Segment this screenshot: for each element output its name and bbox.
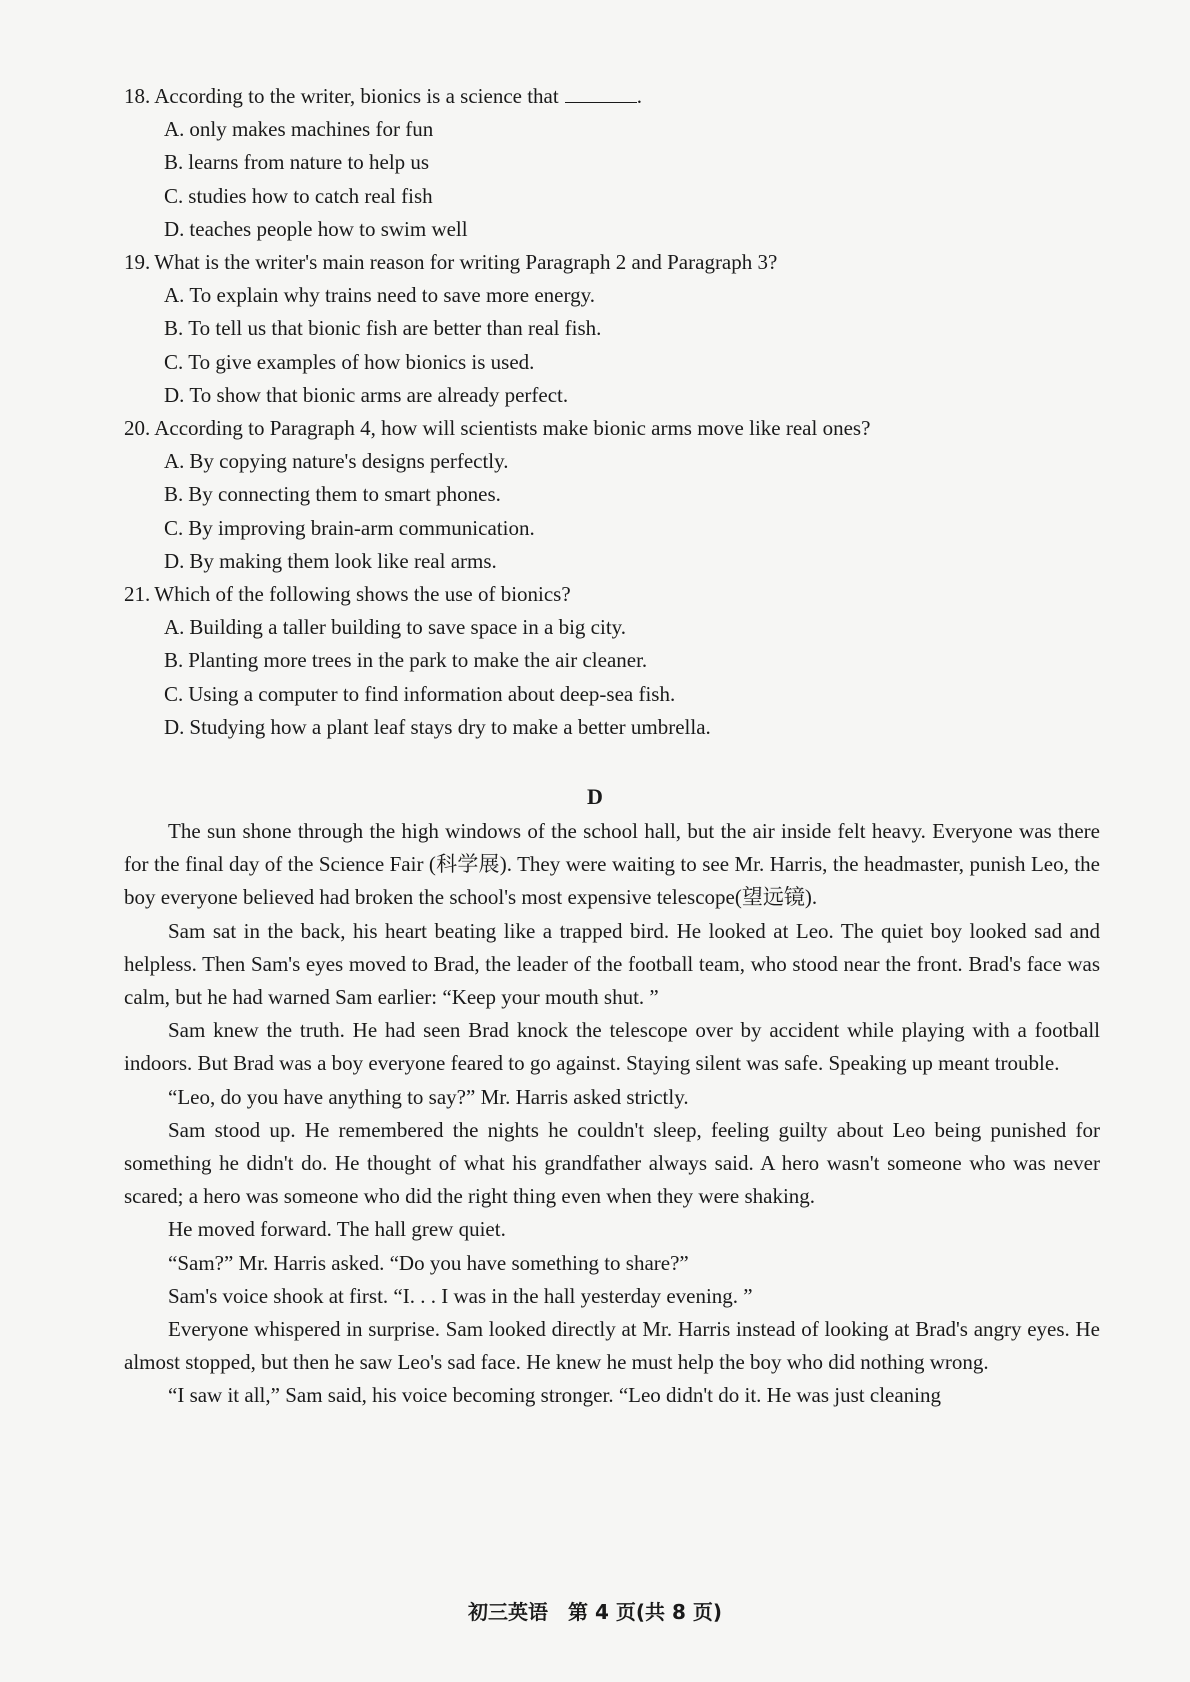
option-text: Using a computer to find information about deep-sea fish. — [188, 681, 676, 706]
question-stem — [124, 578, 1104, 611]
option-letter: D. — [164, 382, 185, 407]
option-letter: D. — [164, 548, 185, 573]
option-b — [124, 478, 1104, 511]
section-title: D — [587, 784, 603, 809]
question-number: 18. — [124, 84, 151, 108]
question-21 — [124, 578, 1104, 744]
question-text: According to Paragraph 4, how will scientists make bionic arms move like real ones? — [154, 416, 871, 441]
option-text: By improving brain-arm communication. — [188, 515, 535, 540]
option-letter: B. — [164, 648, 184, 673]
option-letter: D. — [164, 216, 185, 241]
passage-paragraph: “Sam?” Mr. Harris asked. “Do you have something to share?” — [168, 1250, 689, 1275]
question-text: According to the writer, bionics is a science that — [154, 84, 559, 108]
question-list — [124, 80, 1104, 744]
option-text: Studying how a plant leaf stays dry to make a better umbrella. — [189, 714, 711, 739]
option-text: To explain why trains need to save more energy. — [189, 283, 595, 308]
question-text-end: . — [636, 84, 642, 108]
question-text: What is the writer's main reason for writing Paragraph 2 and Paragraph 3? — [154, 250, 778, 275]
option-d — [124, 379, 1104, 412]
option-letter: A. — [164, 449, 185, 474]
answer-blank — [565, 84, 637, 103]
question-number: 19. — [124, 250, 151, 275]
option-letter: C. — [164, 681, 184, 706]
option-text: To tell us that bionic fish are better than real fish. — [188, 316, 602, 341]
question-19 — [124, 246, 1104, 412]
passage-paragraph: Sam stood up. He remembered the nights he couldn't sleep, feeling guilty about Leo being punished for something he didn't do. He thought of what his grandfather always said. A hero wasn't someone who was never scared; a hero was someone who did the right thing even when they were shaking. — [124, 1117, 1100, 1209]
option-c — [124, 678, 1104, 711]
question-20 — [124, 412, 1104, 578]
question-number: 21. — [124, 582, 151, 607]
option-text: studies how to catch real fish — [188, 183, 433, 208]
passage-paragraph: Sam knew the truth. He had seen Brad knock the telescope over by accident while playing with a football indoors. But Brad was a boy everyone feared to go against. Staying silent was safe. Speaking up meant trouble. — [124, 1018, 1100, 1076]
option-b — [124, 644, 1104, 677]
passage-paragraph: “I saw it all,” Sam said, his voice becoming stronger. “Leo didn't do it. He was just cleaning — [168, 1383, 942, 1408]
option-c — [124, 512, 1104, 545]
question-18 — [124, 80, 1104, 246]
option-text: teaches people how to swim well — [189, 216, 468, 241]
option-text: By connecting them to smart phones. — [188, 482, 501, 507]
question-stem — [124, 80, 1104, 113]
option-b — [124, 146, 1104, 179]
option-text: To give examples of how bionics is used. — [188, 349, 535, 374]
option-text: Building a taller building to save space in a big city. — [189, 615, 627, 640]
passage-paragraph: Everyone whispered in surprise. Sam looked directly at Mr. Harris instead of looking at Brad's angry eyes. He almost stopped, but then he saw Leo's sad face. He knew he must help the boy who did nothing wrong. — [124, 1317, 1100, 1375]
option-letter: D. — [164, 714, 185, 739]
option-text: learns from nature to help us — [188, 150, 430, 175]
option-text: only makes machines for fun — [189, 117, 434, 142]
option-text: To show that bionic arms are already perfect. — [189, 382, 569, 407]
question-stem — [124, 246, 1104, 279]
option-letter: C. — [164, 349, 184, 374]
option-letter: C. — [164, 183, 184, 208]
option-text: By copying nature's designs perfectly. — [189, 449, 509, 474]
option-d — [124, 711, 1104, 744]
option-letter: A. — [164, 615, 185, 640]
option-b — [124, 312, 1104, 345]
option-c — [124, 180, 1104, 213]
option-text: Planting more trees in the park to make the air cleaner. — [188, 648, 648, 673]
option-letter: C. — [164, 515, 184, 540]
passage-paragraph: Sam sat in the back, his heart beating like a trapped bird. He looked at Leo. The quiet boy looked sad and helpless. Then Sam's eyes moved to Brad, the leader of the football team, who stood near the front. Brad's face was calm, but he had warned Sam earlier: “Keep your mouth shut. ” — [124, 918, 1100, 1010]
option-d — [124, 213, 1104, 246]
option-a — [124, 113, 1104, 146]
passage-paragraph: The sun shone through the high windows of the school hall, but the air inside felt heavy. Everyone was there for the final day of the Science Fair (科学展). They were waiting to see Mr. Harris, the headmaster, punish Leo, the boy everyone believed had broken the school's most expensive telescope(望远镜). — [124, 819, 1100, 910]
passage-paragraph: He moved forward. The hall grew quiet. — [168, 1217, 506, 1242]
option-a — [124, 445, 1104, 478]
option-letter: B. — [164, 316, 184, 341]
option-letter: B. — [164, 150, 184, 175]
question-stem — [124, 412, 1104, 445]
page-footer: 初三英语 第 4 页(共 8 页) — [468, 1600, 722, 1624]
passage-paragraph: Sam's voice shook at first. “I. . . I was in the hall yesterday evening. ” — [168, 1283, 753, 1308]
question-text: Which of the following shows the use of bionics? — [154, 582, 571, 607]
passage-paragraph: “Leo, do you have anything to say?” Mr. Harris asked strictly. — [168, 1084, 689, 1109]
option-letter: B. — [164, 482, 184, 507]
question-number: 20. — [124, 416, 151, 441]
option-letter: A. — [164, 283, 185, 308]
option-c — [124, 346, 1104, 379]
option-letter: A. — [164, 117, 185, 142]
option-d — [124, 545, 1104, 578]
option-a — [124, 279, 1104, 312]
option-text: By making them look like real arms. — [189, 548, 497, 573]
reading-passage — [124, 815, 1100, 1413]
option-a — [124, 611, 1104, 644]
